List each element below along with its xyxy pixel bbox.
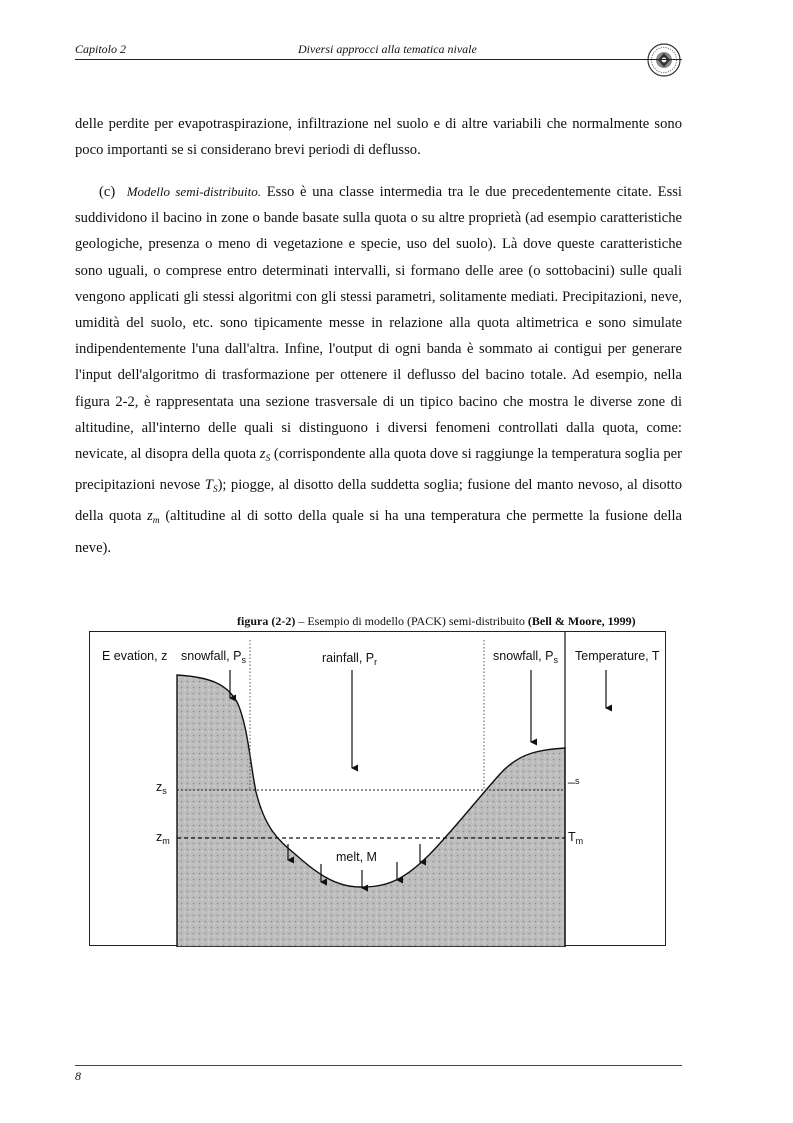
- footer-rule: [75, 1065, 682, 1066]
- zm-level-label: $z_m$: [156, 830, 170, 846]
- rainfall-label: rainfall, $P_r$: [322, 651, 378, 667]
- paragraph-text-d: (altitudine al di sotto della quale si ha una temperatura che permette la fusione della neve).: [75, 508, 682, 556]
- terrain-profile: [177, 675, 565, 947]
- paragraph-text-b: (corrispondente alla quota dove si raggiunge la temperatura soglia per precipitazioni nevose: [75, 446, 682, 494]
- paragraph-continuation: delle perdite per evapotraspirazione, infiltrazione nel suolo e di altre variabili che normalmente sono poco importanti se si considerano brevi periodi di deflusso.: [75, 116, 682, 159]
- melt-label: melt, M: [336, 850, 377, 864]
- list-marker: (c): [99, 184, 116, 200]
- temperature-axis-label: Temperature, T: [575, 649, 660, 663]
- page-number: 8: [75, 1069, 81, 1083]
- snowfall-right-label: snowfall, $P_s$: [493, 649, 558, 665]
- header-rule: [75, 59, 682, 60]
- figure-caption: figura (2-2) – Esempio di modello (PACK) semi-distribuito (Bell & Moore, 1999): [237, 614, 636, 628]
- model-term: Modello semi-distribuito.: [126, 184, 261, 199]
- zs-level-label: $z_s$: [156, 780, 167, 796]
- university-seal-icon: [646, 42, 682, 78]
- symbol-ts: $T_S$: [204, 477, 218, 496]
- symbol-zm: $z_m$: [147, 508, 160, 527]
- tm-threshold-label: $T_m$: [568, 830, 584, 846]
- paragraph-semi-distributed-model: [75, 179, 682, 561]
- elevation-axis-label: E evation, z: [102, 649, 168, 663]
- paragraph-text-a: Esso è una classe intermedia tra le due precedentemente citate. Essi suddividono il bacino in zone o bande basate sulla quota o su altre proprietà (ad esempio caratteristiche geologiche, presenza o meno di vegetazione e specie, uso del suolo). Là dove queste caratteristiche sono uguali, o comprese entro determinati intervalli, si formano delle aree (o sottobacini) sulle quali vengono applicati gli stessi algoritmi con gli stessi parametri, solitamente mediati. Precipitazioni, neve, umidità del suolo, etc. sono tipicamente messe in relazione alla quota altimetrica e sono simulate indipendentemente l'una dall'altra. Infine, l'output di ogni banda è sommato ai contigui per generare l'input dell'algoritmo di trasformazione per ottenere il deflusso del bacino totale. Ad esempio, nella figura 2-2, è rappresentata una sezione trasversale di un tipico bacino che mostra le diverse zone di altitudine, all'interno delle quali si distinguono i diversi fenomeni controllati dalla quota, come: nevicate, al disopra della quota: [75, 184, 682, 463]
- chapter-label: Capitolo 2: [75, 42, 127, 56]
- catchment-cross-section-figure: [89, 631, 666, 946]
- page-header: [75, 38, 682, 60]
- ts-threshold-label: $\__s$: [568, 770, 580, 786]
- cross-section-diagram: [90, 632, 667, 947]
- snowfall-left-label: snowfall, $P_s$: [181, 649, 246, 665]
- symbol-zs: $z_S$: [259, 446, 271, 465]
- paragraph-text-c: ); piogge, al disotto della suddetta soglia; fusione del manto nevoso, al disotto della quota: [75, 477, 683, 525]
- running-title: Diversi approcci alla tematica nivale: [298, 42, 477, 56]
